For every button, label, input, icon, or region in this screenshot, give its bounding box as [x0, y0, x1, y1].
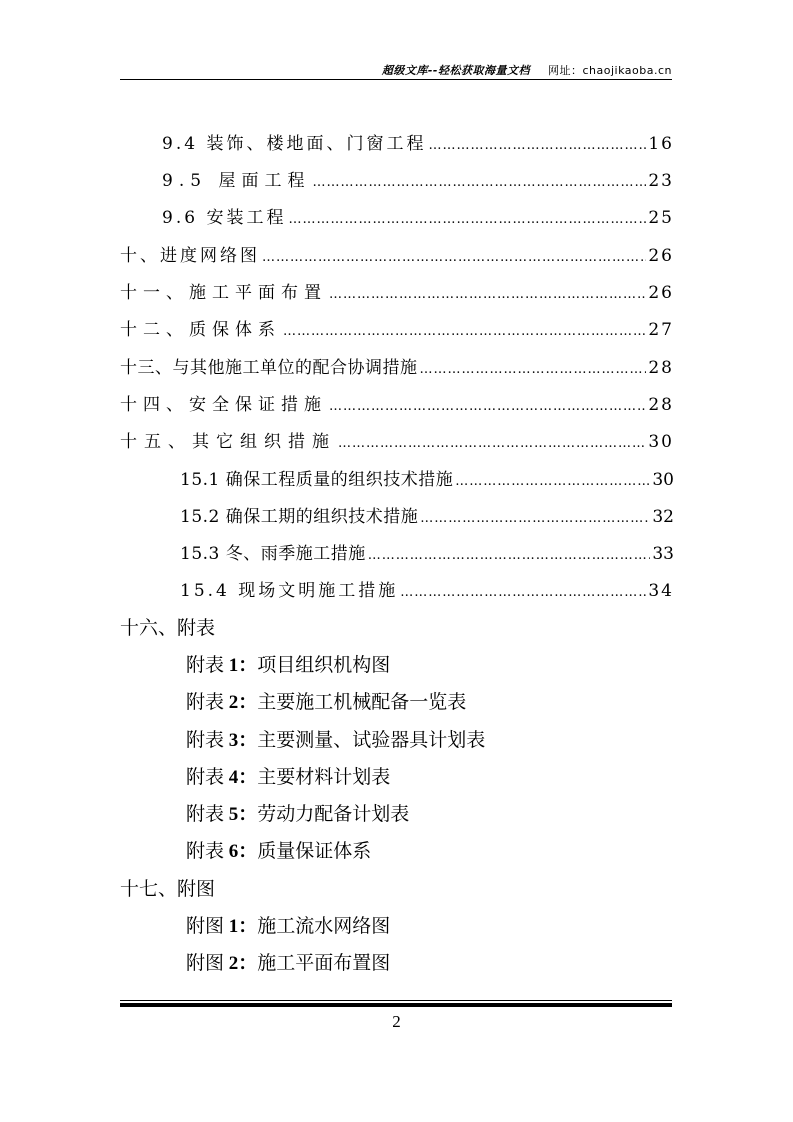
appendix-table-item[interactable] — [186, 728, 485, 754]
appendix-title: 施工流水网络图 — [257, 916, 391, 937]
appendix-prefix: 附表 — [186, 767, 225, 788]
toc-entry-label: 十五、其它组织措施 — [120, 432, 336, 452]
appendix-number: 6： — [228, 841, 258, 862]
toc-entry-page: 25 — [648, 208, 674, 228]
toc-entry-label: 15.4 现场文明施工措施 — [180, 581, 399, 601]
toc-entry-page: 28 — [648, 395, 674, 415]
appendix-figure-item[interactable] — [186, 914, 390, 940]
appendix-number: 5： — [228, 804, 258, 825]
toc-entry-label: 十四、安全保证措施 — [120, 395, 327, 415]
appendix-number: 2： — [228, 692, 258, 713]
appendix-title: 项目组织机构图 — [257, 655, 391, 676]
appendix-figure-item[interactable] — [186, 951, 390, 977]
appendix-number: 1： — [228, 655, 258, 676]
toc-entry-page: 34 — [648, 581, 674, 601]
toc-entry-label: 十二、质保体系 — [120, 320, 281, 340]
page-header — [382, 62, 672, 78]
footer-rule-thick — [120, 1003, 672, 1007]
toc-entry-page: 16 — [648, 134, 674, 154]
appendix-prefix: 附表 — [186, 655, 225, 676]
toc-entry[interactable] — [162, 169, 674, 193]
toc-entry-label: 十三、与其他施工单位的配合协调措施 — [120, 358, 418, 378]
toc-entry-page: 33 — [652, 544, 674, 564]
toc-leader-dots — [420, 507, 650, 531]
toc-entry-page: 32 — [652, 507, 674, 527]
toc-entry-page: 30 — [648, 432, 674, 452]
toc-entry-label: 15.3 冬、雨季施工措施 — [180, 544, 366, 564]
toc-leader-dots — [329, 395, 646, 419]
toc-entry-page: 28 — [648, 358, 674, 378]
appendix-table-item[interactable] — [186, 802, 409, 828]
appendix-table-item[interactable] — [186, 839, 371, 865]
toc-leader-dots — [283, 320, 646, 344]
appendix-table-item[interactable] — [186, 690, 466, 716]
appendix-title: 质量保证体系 — [257, 841, 372, 862]
appendix-number: 1： — [228, 916, 258, 937]
toc-leader-dots — [338, 432, 646, 456]
appendix-prefix: 附表 — [186, 730, 225, 751]
toc-entry[interactable] — [120, 281, 674, 305]
toc-entry-page: 26 — [648, 246, 674, 266]
toc-leader-dots — [428, 134, 646, 158]
toc-entry-label: 15.1 确保工程质量的组织技术措施 — [180, 470, 454, 490]
page-number: 2 — [392, 1012, 401, 1031]
appendix-tables-heading: 十六、附表 — [120, 618, 216, 639]
appendix-number: 3： — [228, 730, 258, 751]
toc-leader-dots — [368, 544, 651, 568]
toc-leader-dots — [400, 581, 646, 605]
appendix-table-item[interactable] — [186, 765, 390, 791]
toc-entry[interactable] — [120, 430, 674, 454]
toc-entry[interactable] — [120, 356, 674, 380]
appendix-prefix: 附表 — [186, 692, 225, 713]
appendix-title: 劳动力配备计划表 — [257, 804, 410, 825]
toc-entry-label: 9.4 装饰、楼地面、门窗工程 — [162, 134, 427, 154]
appendix-figures-heading: 十七、附图 — [120, 879, 216, 900]
toc-entry[interactable] — [162, 206, 674, 230]
appendix-table-item[interactable] — [186, 653, 390, 679]
appendix-prefix: 附图 — [186, 916, 225, 937]
toc-entry-page: 26 — [648, 283, 674, 303]
toc-entry-page: 30 — [652, 470, 674, 490]
toc-leader-dots — [312, 171, 646, 195]
toc-leader-dots — [420, 358, 647, 382]
appendix-number: 4： — [228, 767, 258, 788]
header-site-title: 超级文库--轻松获取海量文档 — [381, 64, 530, 77]
toc-leader-dots — [288, 208, 646, 232]
toc-leader-dots — [329, 283, 646, 307]
toc-entry[interactable] — [120, 318, 674, 342]
appendix-prefix: 附表 — [186, 841, 225, 862]
toc-entry[interactable] — [180, 542, 674, 566]
appendix-prefix: 附表 — [186, 804, 225, 825]
appendix-prefix: 附图 — [186, 953, 225, 974]
toc-leader-dots — [455, 470, 650, 494]
toc-entry-label: 9.5 屋面工程 — [162, 171, 311, 191]
toc-entry-page: 23 — [648, 171, 674, 191]
appendix-title: 主要施工机械配备一览表 — [257, 692, 467, 713]
toc-entry[interactable] — [162, 132, 674, 156]
toc-entry-label: 9.6 安装工程 — [162, 208, 287, 228]
toc-entry[interactable] — [120, 393, 674, 417]
toc-entry[interactable] — [120, 244, 674, 268]
header-rule — [120, 79, 672, 80]
appendix-title: 主要材料计划表 — [257, 767, 391, 788]
toc-entry-label: 十、进度网络图 — [120, 246, 260, 266]
footer-rule-thin — [120, 1000, 672, 1001]
appendix-title: 施工平面布置图 — [257, 953, 391, 974]
toc-entry-page: 27 — [648, 320, 674, 340]
appendix-title: 主要测量、试验器具计划表 — [257, 730, 486, 751]
toc-entry-label: 十一、施工平面布置 — [120, 283, 327, 303]
toc-entry[interactable] — [180, 579, 674, 603]
toc-entry-label: 15.2 确保工期的组织技术措施 — [180, 507, 419, 527]
toc-entry[interactable] — [180, 505, 674, 529]
toc-leader-dots — [262, 246, 646, 270]
toc-entry[interactable] — [180, 468, 674, 492]
header-url: 网址：chaojikaoba.cn — [548, 64, 672, 77]
appendix-number: 2： — [228, 953, 258, 974]
